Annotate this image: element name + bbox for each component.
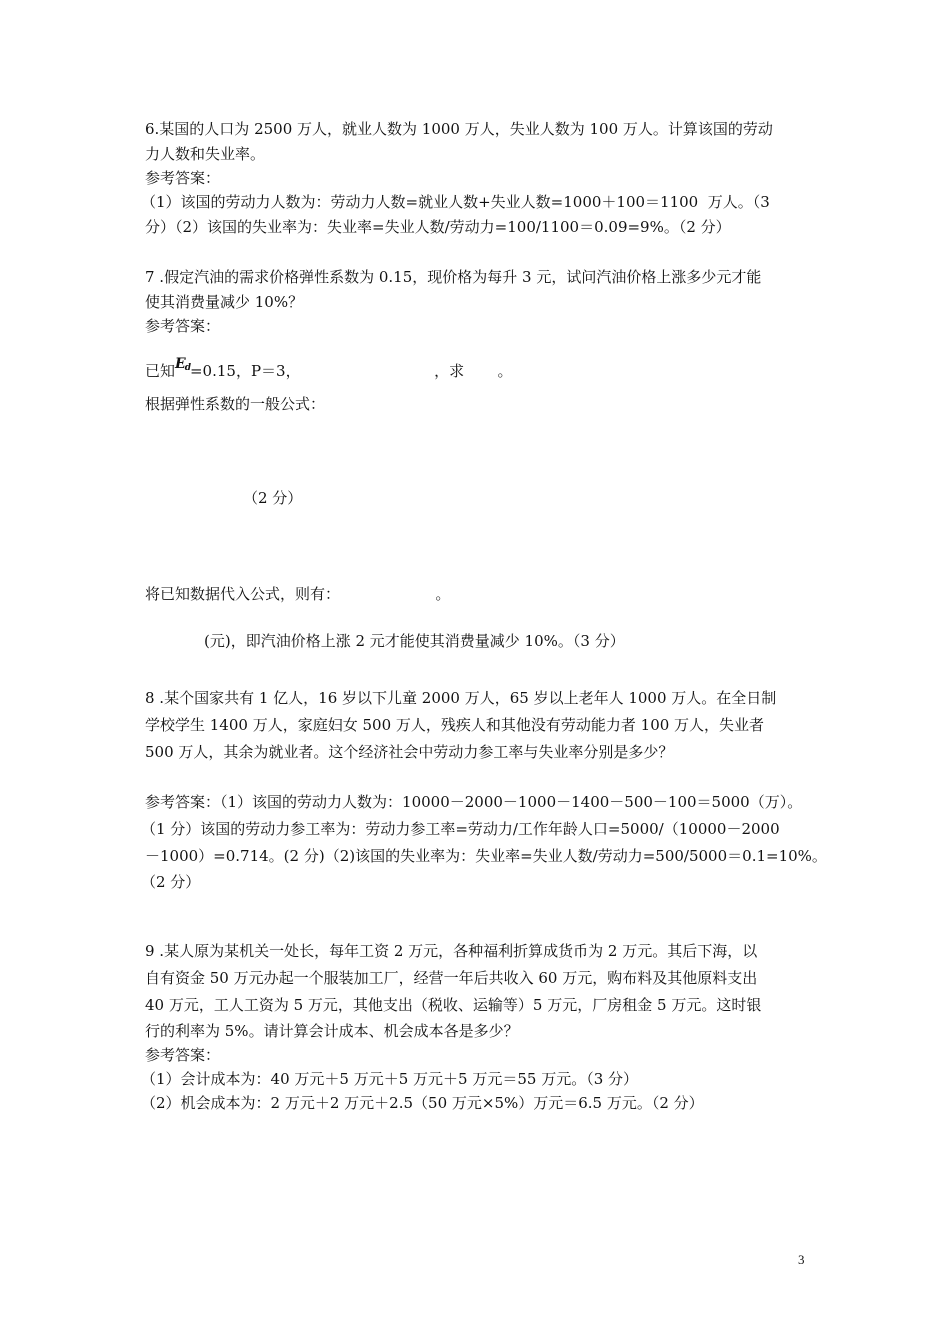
q7-known-rest: =0.15，P＝3， ，求 。 (189, 362, 513, 380)
q9-text-line-2: 自有资金 50 万元办起一个服装加工厂，经营一年后共收入 60 万元，购布料及其他原料支出 (145, 969, 758, 987)
q7-substitute: 将已知数据代入公式，则有： 。 (145, 585, 451, 603)
q7-formula-intro: 根据弹性系数的一般公式： (145, 395, 326, 413)
q9-text-line-1: 9 .某人原为某机关一处长，每年工资 2 万元，各种福利折算成货币为 2 万元。其后下海，以 (145, 942, 758, 960)
q6-text-line-2: 力人数和失业率。 (145, 145, 266, 163)
q8-text-line-1: 8 .某个国家共有 1 亿人，16 岁以下儿童 2000 万人，65 岁以上老年人 1000 万人。在全日制 (145, 689, 777, 707)
q8-answer-line-4: （2 分） (141, 873, 201, 891)
q8-text-line-3: 500 万人，其余为就业者。这个经济社会中劳动力参工率与失业率分别是多少？ (145, 743, 674, 761)
page-number: 3 (798, 1252, 805, 1267)
q8-answer-line-1: 参考答案：（1）该国的劳动力人数为：10000－2000－1000－1400－500－100＝5000（万）。 (145, 793, 803, 811)
q8-answer-line-3: －1000）=0.714。(2 分)（2)该国的失业率为：失业率=失业人数/劳动力=500/5000＝0.1=10%。 (145, 847, 827, 865)
q8-answer-line-2: （1 分）该国的劳动力参工率为：劳动力参工率=劳动力/工作年龄人口=5000/（10000－2000 (141, 820, 780, 838)
q7-score-2: （2 分） (243, 489, 303, 507)
q6-answer-line-1: （1）该国的劳动力人数为：劳动力人数=就业人数+失业人数=1000＋100＝1100 万人。（3 (141, 193, 770, 211)
q9-answer-line-1: （1）会计成本为：40 万元＋5 万元＋5 万元＋5 万元＝55 万元。（3 分） (141, 1070, 639, 1088)
q7-conclusion: (元)，即汽油价格上涨 2 元才能使其消费量减少 10%。（3 分） (204, 632, 625, 650)
q6-answer-line-2: 分）（2）该国的失业率为：失业率=失业人数/劳动力=100/1100＝0.09=9%。（2 分） (145, 218, 731, 236)
q6-answer-label: 参考答案： (145, 169, 221, 187)
q9-text-line-3: 40 万元，工人工资为 5 万元，其他支出（税收、运输等）5 万元，厂房租金 5 万元。这时银 (145, 996, 762, 1014)
q7-known-values (145, 356, 513, 387)
q8-text-line-2: 学校学生 1400 万人，家庭妇女 500 万人，残疾人和其他没有劳动能力者 100 万人，失业者 (145, 716, 765, 734)
q6-text-line-1: 6.某国的人口为 2500 万人，就业人数为 1000 万人，失业人数为 100 万人。计算该国的劳动 (145, 120, 773, 138)
elasticity-symbol: $E_d$ (175, 356, 190, 373)
q7-text-line-2: 使其消费量减少 10%？ (145, 293, 304, 311)
q7-answer-label: 参考答案： (145, 317, 221, 335)
q7-text-line-1: 7 .假定汽油的需求价格弹性系数为 0.15，现价格为每升 3 元，试问汽油价格上涨多少元才能 (145, 268, 762, 286)
q7-known-prefix: 已知 (145, 362, 176, 380)
q9-text-line-4: 行的利率为 5%。请计算会计成本、机会成本各是多少？ (145, 1022, 519, 1040)
q9-answer-label: 参考答案： (145, 1046, 221, 1064)
q9-answer-line-2: （2）机会成本为：2 万元＋2 万元＋2.5（50 万元×5%）万元＝6.5 万元。（2 分） (141, 1094, 704, 1112)
